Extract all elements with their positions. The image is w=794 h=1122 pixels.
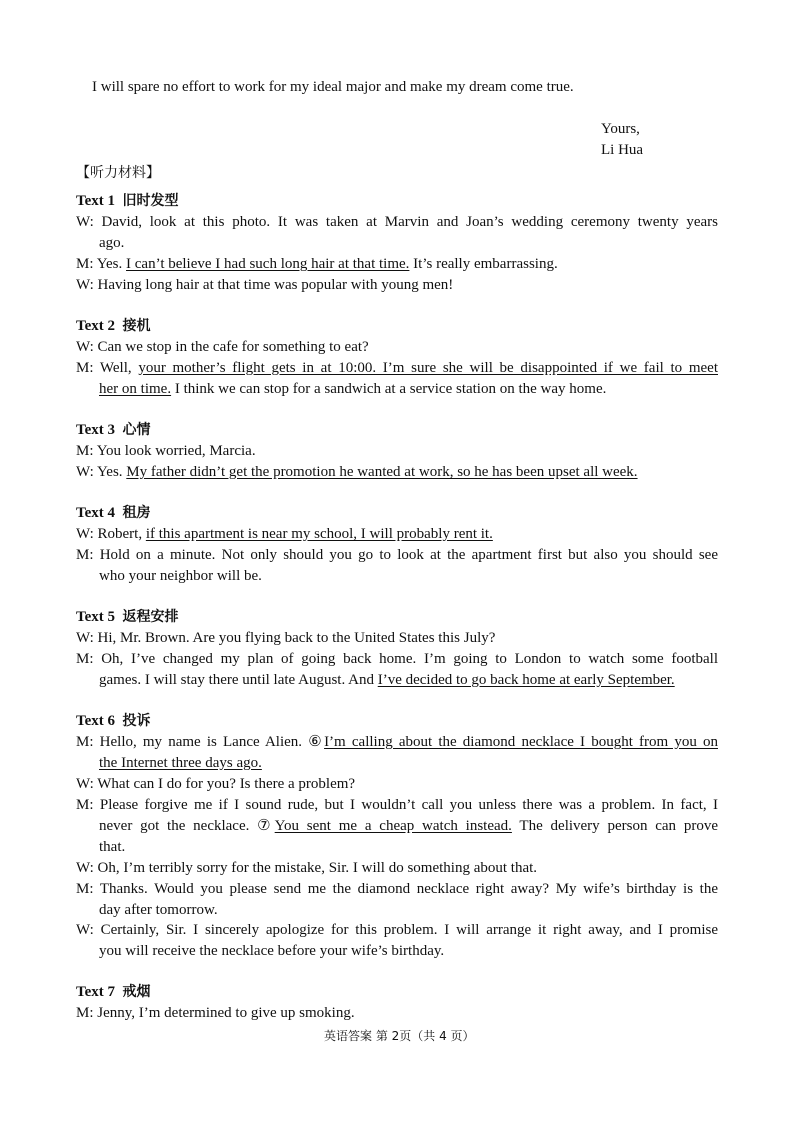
text5-heading xyxy=(76,607,179,627)
text1-key-sentence: I can’t believe I had such long hair at that time. xyxy=(126,256,410,272)
text4-line3: who your neighbor will be. xyxy=(99,568,262,584)
text4-line1 xyxy=(76,524,493,544)
text5-line1: W: Hi, Mr. Brown. Are you flying back to the United States this July? xyxy=(76,630,496,646)
closing-sentence: I will spare no effort to work for my ideal major and make my dream come true. xyxy=(92,79,574,95)
text5-line2: M: Oh, I’ve changed my plan of going back home. I’m going to London to watch some football xyxy=(76,651,718,667)
text3-topic: 心情 xyxy=(122,422,151,438)
text6-line5-post: The delivery person can prove xyxy=(511,818,718,834)
section-title: 【听力材料】 xyxy=(76,165,160,181)
text2-heading xyxy=(76,316,151,336)
text1-line3-pre: M: Yes. xyxy=(76,256,127,272)
text6-key-sentence-7: You sent me a cheap watch instead. xyxy=(274,818,512,834)
sign-off: Yours, xyxy=(601,121,640,137)
text5-line3-pre: games. I will stay there until late August. And xyxy=(99,672,378,688)
signature: Li Hua xyxy=(601,142,644,158)
text6-line3: W: What can I do for you? Is there a problem? xyxy=(76,776,356,792)
text6-line5 xyxy=(99,816,718,836)
text6-line7: W: Oh, I’m terribly sorry for the mistake, Sir. I will do something about that. xyxy=(76,860,538,876)
text5-key-sentence: I’ve decided to go back home at early September. xyxy=(377,672,675,688)
text6-line10: W: Certainly, Sir. I sincerely apologize for this problem. I will arrange it right away, and I promise xyxy=(76,922,718,938)
text2-label: Text 2 xyxy=(76,318,116,334)
text2-line2-pre: M: Well, xyxy=(76,360,139,376)
question-6-marker: ⑥ xyxy=(308,734,325,750)
text3-heading xyxy=(76,420,151,440)
text1-line4: W: Having long hair at that time was popular with young men! xyxy=(76,277,454,293)
text5-topic: 返程安排 xyxy=(122,609,179,625)
text3-line2 xyxy=(76,462,638,482)
text3-key-sentence: My father didn’t get the promotion he wanted at work, so he has been upset all week. xyxy=(126,464,638,480)
text7-label: Text 7 xyxy=(76,984,116,1000)
text7-heading xyxy=(76,982,151,1002)
text6-line9: day after tomorrow. xyxy=(99,902,218,918)
text2-line3-post: I think we can stop for a sandwich at a service station on the way home. xyxy=(171,381,607,397)
text3-label: Text 3 xyxy=(76,422,116,438)
text4-heading xyxy=(76,503,151,523)
text4-key-sentence: if this apartment is near my school, I will probably rent it. xyxy=(145,526,493,542)
text6-line8: M: Thanks. Would you please send me the diamond necklace right away? My wife’s birthday is the xyxy=(76,881,718,897)
text3-line2-pre: W: Yes. xyxy=(76,464,127,480)
text4-label: Text 4 xyxy=(76,505,116,521)
text4-topic: 租房 xyxy=(122,505,151,521)
text1-line3 xyxy=(76,254,558,274)
text7-line1: M: Jenny, I’m determined to give up smoking. xyxy=(76,1005,355,1021)
text2-line1: W: Can we stop in the cafe for something to eat? xyxy=(76,339,369,355)
text1-line3-post: It’s really embarrassing. xyxy=(409,256,558,272)
text6-heading xyxy=(76,711,151,731)
text7-topic: 戒烟 xyxy=(122,984,151,1000)
text1-label: Text 1 xyxy=(76,193,116,209)
text6-topic: 投诉 xyxy=(122,713,151,729)
page-footer: 英语答案 第 2页（共 4 页） xyxy=(324,1029,475,1043)
text6-line11: you will receive the necklace before your wife’s birthday. xyxy=(99,943,445,959)
text1-line1: W: David, look at this photo. It was taken at Marvin and Joan’s wedding ceremony twenty years xyxy=(76,214,718,230)
text2-key-sentence-b: her on time. xyxy=(99,381,172,397)
text2-line2 xyxy=(76,358,718,378)
text6-line5-pre: never got the necklace. xyxy=(99,818,258,834)
text4-line1-pre: W: Robert, xyxy=(76,526,146,542)
question-7-marker: ⑦ xyxy=(257,818,275,834)
text4-line2: M: Hold on a minute. Not only should you go to look at the apartment first but also you should see xyxy=(76,547,718,563)
text2-line3 xyxy=(99,379,606,399)
text1-heading xyxy=(76,191,179,211)
text6-line1 xyxy=(76,732,718,752)
text6-label: Text 6 xyxy=(76,713,116,729)
text6-line4: M: Please forgive me if I sound rude, but I wouldn’t call you unless there was a problem. In fact, I xyxy=(76,797,718,813)
text1-topic: 旧时发型 xyxy=(122,193,179,209)
text3-line1: M: You look worried, Marcia. xyxy=(76,443,256,459)
text2-topic: 接机 xyxy=(122,318,151,334)
text6-line1-pre: M: Hello, my name is Lance Alien. xyxy=(76,734,309,750)
text6-line6: that. xyxy=(99,839,126,855)
text2-key-sentence-a: your mother’s flight gets in at 10:00. I’m sure she will be disappointed if we fail to meet xyxy=(138,360,718,376)
text5-line3 xyxy=(99,670,675,690)
text6-line2 xyxy=(99,753,262,773)
text6-key-sentence-6a: I’m calling about the diamond necklace I bought from you on xyxy=(324,734,718,750)
text6-key-sentence-6b: the Internet three days ago. xyxy=(99,755,262,771)
text5-label: Text 5 xyxy=(76,609,116,625)
text1-line2: ago. xyxy=(99,235,125,251)
